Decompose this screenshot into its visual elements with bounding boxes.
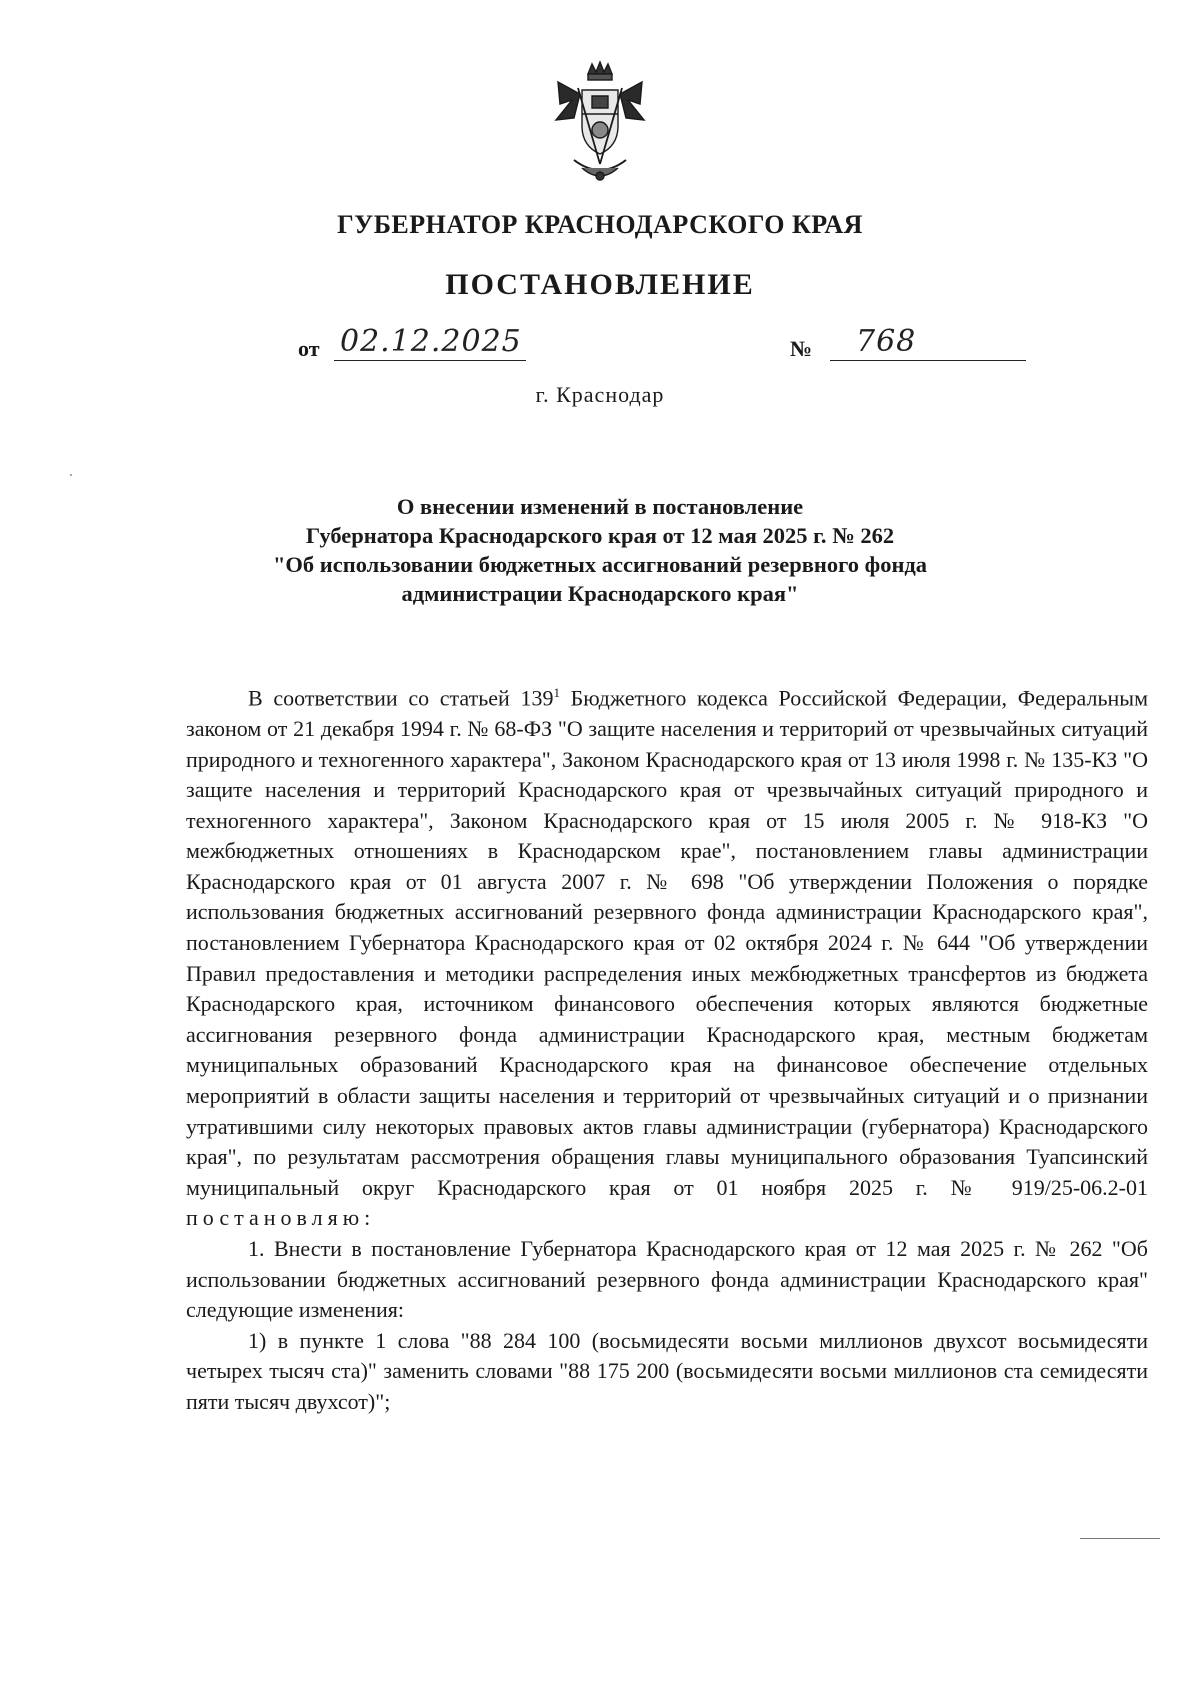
authority-title: ГУБЕРНАТОР КРАСНОДАРСКОГО КРАЯ bbox=[337, 210, 863, 239]
city-line: г. Краснодар bbox=[535, 382, 665, 407]
krasnodar-coat-of-arms-icon bbox=[552, 60, 648, 190]
document-body bbox=[186, 678, 1148, 1418]
continuation-line bbox=[1080, 1538, 1160, 1539]
decree-word: постановляю: bbox=[186, 1205, 376, 1231]
handwritten-number: 768 bbox=[856, 324, 917, 359]
handwritten-date: 02.12.2025 bbox=[340, 324, 522, 359]
date-label: от bbox=[298, 336, 320, 361]
subject-line: "Об использовании бюджетных ассигнований резервного фонда bbox=[272, 552, 928, 577]
subclause-1-paragraph: 1) в пункте 1 слова "88 284 100 (восьмидесяти восьми миллионов двухсот восьмидесяти четырех тысяч ста)" заменить словами "88 175 200 (восьмидесяти восьми миллионов ста семидесяти пяти тысяч двухсот)"; bbox=[186, 1327, 1148, 1414]
scan-speck bbox=[70, 474, 72, 476]
number-field bbox=[830, 324, 1026, 361]
preamble-start: В соответствии со статьей 139 bbox=[248, 685, 554, 711]
document-subject bbox=[0, 492, 1200, 608]
date-number-row bbox=[0, 324, 1200, 370]
document-type: ПОСТАНОВЛЕНИЕ bbox=[445, 268, 755, 301]
subject-line: администрации Краснодарского края" bbox=[401, 581, 799, 606]
clause-1-paragraph: 1. Внести в постановление Губернатора Краснодарского края от 12 мая 2025 г. № 262 "Об использовании бюджетных ассигнований резервного фонда администрации Краснодарского края" следующие изменения: bbox=[186, 1236, 1148, 1323]
article-superscript: 1 bbox=[553, 685, 560, 700]
number-label: № bbox=[790, 336, 813, 361]
subject-line: Губернатора Краснодарского края от 12 мая 2025 г. № 262 bbox=[305, 523, 895, 548]
preamble-rest: Бюджетного кодекса Российской Федерации, Федеральным законом от 21 декабря 1994 г. № 68-ФЗ "О защите населения и территорий от чрезвычайных ситуаций природного и техногенного характера", Законом Краснодарского края от 13 июля 1998 г. № 135-КЗ "О защите населения и территорий Краснодарского края от чрезвычайных ситуаций природного и техногенного характера", Законом Краснодарского края от 15 июля 2005 г. № 918-КЗ "О межбюджетных отношениях в Краснодарском крае", постановлением главы администрации Краснодарского края от 01 августа 2007 г. № 698 "Об утверждении Положения о порядке использования бюджетных ассигнований резервного фонда администрации Краснодарского края", постановлением Губернатора Краснодарского края от 02 октября 2024 г. № 644 "Об утверждении Правил предоставления и методики распределения иных межбюджетных трансфертов из бюджета Краснодарского края, источником финансового обеспечения которых являются бюджетные ассигнования резервного фонда администрации Краснодарского края, местным бюджетам муниципальных образований Краснодарского края на финансовое обеспечение отдельных мероприятий в области защиты населения и территорий от чрезвычайных ситуаций и о признании утратившими силу некоторых правовых актов главы администрации (губернатора) Краснодарского края", по результатам рассмотрения обращения главы муниципального образования Туапсинский муниципальный округ Краснодарского края от 01 ноября 2025 г. № 919/25-06.2-01 bbox=[186, 685, 1148, 1200]
preamble-paragraph bbox=[186, 678, 1148, 1234]
date-field bbox=[334, 324, 526, 361]
subject-line: О внесении изменений в постановление bbox=[396, 494, 804, 519]
